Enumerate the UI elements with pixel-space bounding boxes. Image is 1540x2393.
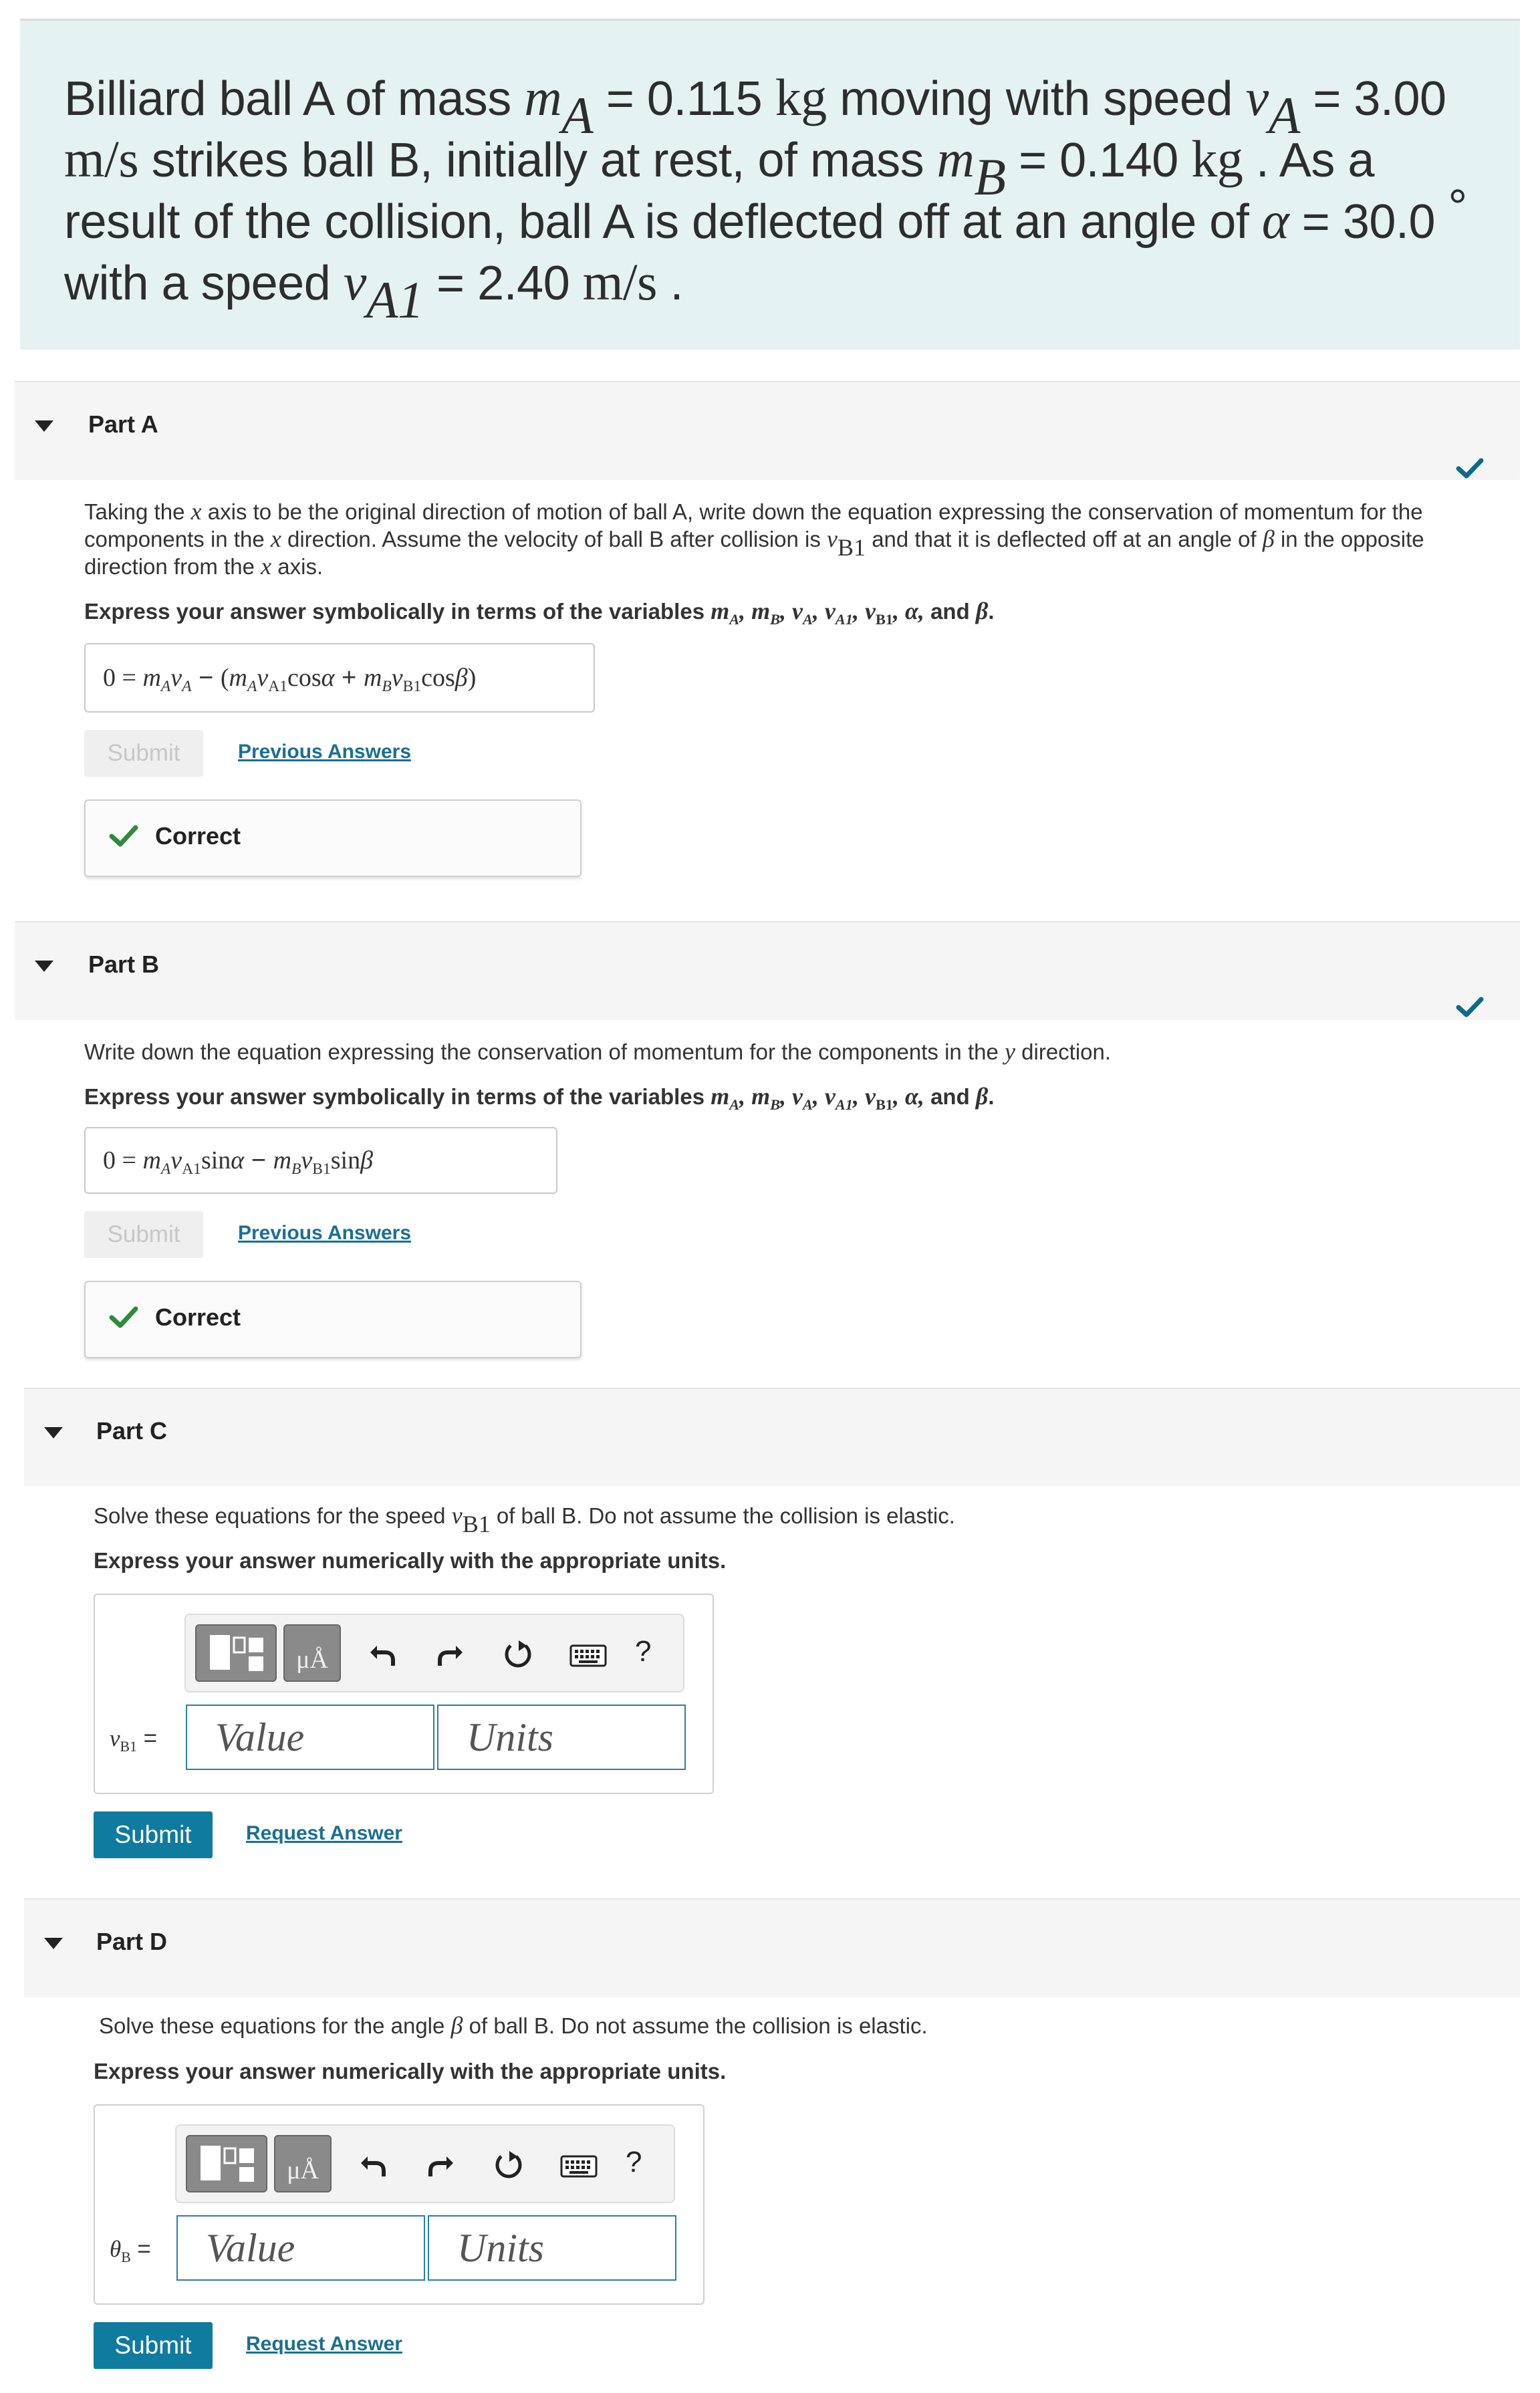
part-c-header[interactable] <box>24 1388 1520 1487</box>
part-a-submit-button: Submit <box>84 730 203 777</box>
part-d-submit-button[interactable]: Submit <box>94 2322 213 2369</box>
collapse-triangle-icon[interactable] <box>35 420 53 432</box>
units-input[interactable]: Units <box>428 2215 676 2281</box>
redo-icon[interactable] <box>425 2151 456 2179</box>
part-d-title: Part D <box>96 1928 168 1955</box>
templates-icon[interactable] <box>186 2135 267 2192</box>
part-c-title: Part C <box>96 1417 168 1444</box>
part-b-header[interactable] <box>15 921 1520 1020</box>
part-a-previous-answers-link[interactable]: Previous Answers <box>238 741 411 763</box>
keyboard-icon[interactable] <box>560 2155 598 2178</box>
feedback-label: Correct <box>155 1303 241 1331</box>
part-a-question: Taking the x axis to be the original direction of motion of ball A, write down the equation expressing the conservation of momentum for the components in the x direction. Assume the velocity of ball B after collision is vB1 and that it is deflected off at an angle of β in the opposite direction from the x axis. <box>84 498 1424 580</box>
collapse-triangle-icon[interactable] <box>44 1938 63 1949</box>
part-b-instructions: Express your answer symbolically in terms of the variables $m_A$, $m_B$, $v_A$, $v_{A1}$, $v_{B1}$, α, and β. <box>84 1083 995 1113</box>
part-b-complete-check-icon <box>1456 996 1484 1019</box>
collapse-triangle-icon[interactable] <box>35 961 53 972</box>
part-a-complete-check-icon <box>1456 457 1484 480</box>
part-c-answer-editor <box>94 1594 714 1794</box>
templates-icon[interactable] <box>195 1624 277 1682</box>
redo-icon[interactable] <box>434 1640 465 1668</box>
undo-icon[interactable] <box>368 1640 398 1668</box>
part-b-title: Part B <box>88 951 160 978</box>
part-c-instructions: Express your answer numerically with the appropriate units. <box>94 1548 727 1573</box>
part-b-feedback <box>84 1281 582 1358</box>
part-c-request-answer-link[interactable]: Request Answer <box>246 1822 402 1844</box>
undo-icon[interactable] <box>358 2151 389 2179</box>
reset-icon[interactable] <box>501 1638 535 1671</box>
help-icon[interactable]: ? <box>635 1635 652 1668</box>
correct-check-icon <box>108 824 139 849</box>
value-input[interactable]: Value <box>176 2215 425 2281</box>
part-d-answer-editor <box>94 2104 704 2305</box>
problem-text: Billiard ball A of mass mA = 0.115 kg moving with speed vA = 3.00 m/s strikes ball B, initially at rest, of mass mB = 0.140 kg . As a result of the collision, ball A is deflected off at an angle of α = 30.0 ° with a speed vA1 = 2.40 m/s . <box>64 68 1467 330</box>
vB1-label: $v_{B1}$ = <box>110 1725 158 1755</box>
correct-check-icon <box>108 1305 139 1330</box>
part-d-question: Solve these equations for the angle β of ball B. Do not assume the collision is elastic. <box>99 2012 928 2039</box>
part-c-submit-button[interactable]: Submit <box>94 1811 213 1858</box>
math-toolbar <box>184 1614 684 1692</box>
part-b-submit-button: Submit <box>84 1211 203 1258</box>
value-input[interactable]: Value <box>186 1705 434 1770</box>
reset-icon[interactable] <box>492 2148 525 2182</box>
collapse-triangle-icon[interactable] <box>44 1427 63 1438</box>
part-a-instructions: Express your answer symbolically in terms of the variables $m_A$, $m_B$, $v_A$, $v_{A1}$, $v_{B1}$, α, and β. <box>84 598 995 628</box>
part-d-header[interactable] <box>24 1898 1520 1997</box>
part-b-previous-answers-link[interactable]: Previous Answers <box>238 1222 411 1244</box>
problem-statement <box>20 19 1520 350</box>
feedback-label: Correct <box>155 822 241 850</box>
help-icon[interactable]: ? <box>626 2146 642 2178</box>
part-d-instructions: Express your answer numerically with the appropriate units. <box>94 2059 727 2084</box>
part-a-feedback <box>84 799 582 877</box>
part-b-question: Write down the equation expressing the conservation of momentum for the components in the y direction. <box>84 1038 1112 1065</box>
part-b-answer-field[interactable]: 0 = $m_Av_{A1}$ sin α − $m_Bv_{B1}$ sin β <box>84 1127 557 1194</box>
part-a-answer-field[interactable]: 0 = $m_Av_A$ − ( $m_Av_{A1}$ cos α + $m_Bv_{B1}$ cos β ) <box>84 643 595 713</box>
part-a-header[interactable] <box>15 381 1520 480</box>
math-toolbar <box>175 2124 675 2203</box>
units-input[interactable]: Units <box>437 1705 686 1770</box>
units-icon[interactable]: μÅ <box>274 2135 332 2192</box>
units-icon[interactable]: μÅ <box>283 1624 341 1682</box>
keyboard-icon[interactable] <box>569 1644 607 1667</box>
part-d-request-answer-link[interactable]: Request Answer <box>246 2333 402 2355</box>
thetaB-label: $\theta_B$ = <box>110 2236 151 2265</box>
part-a-title: Part A <box>88 410 158 438</box>
part-c-question: Solve these equations for the speed vB1 of ball B. Do not assume the collision is elastic. <box>94 1502 955 1537</box>
